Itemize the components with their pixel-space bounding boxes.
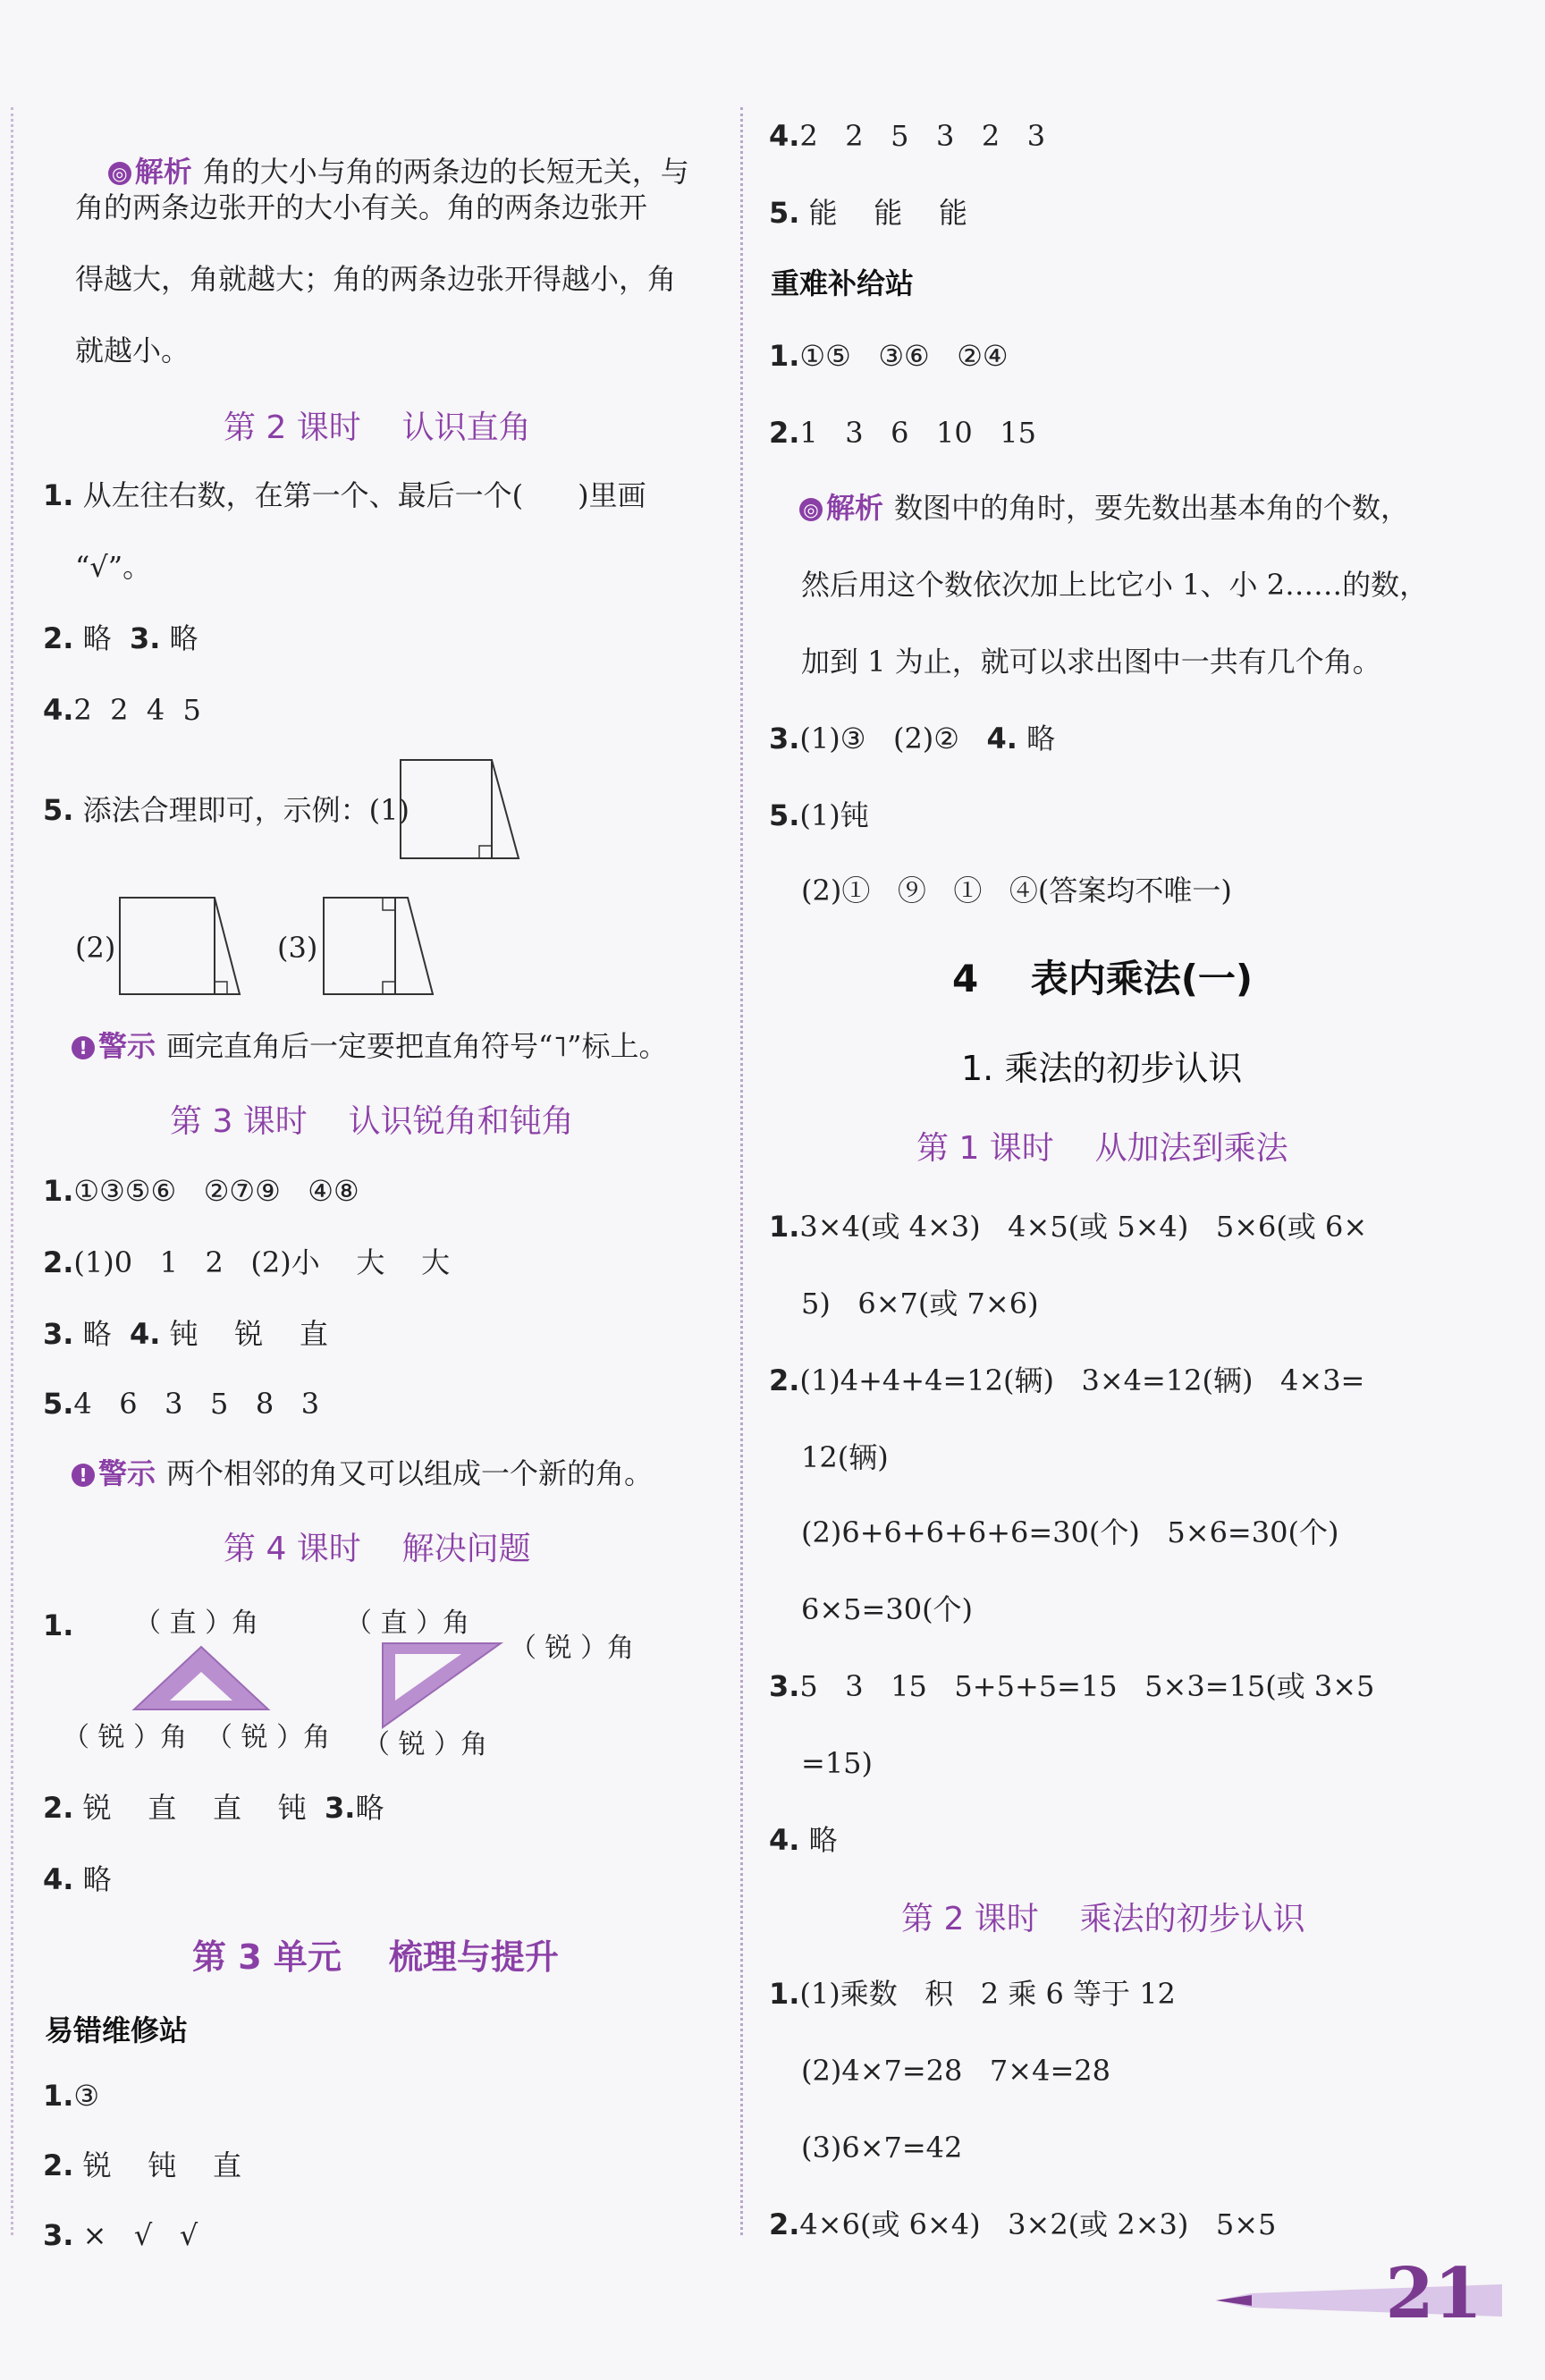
analysis-line-2: 角的两条边张开的大小有关。角的两条边张开 bbox=[75, 190, 648, 224]
s-analysis-3: 加到 1 为止，就可以求出图中一共有几个角。 bbox=[801, 645, 1381, 679]
tri-b-right-label: （ 锐 ）角 bbox=[510, 1633, 635, 1664]
s-q2: 2.1 3 6 10 15 bbox=[769, 416, 1036, 450]
triangle-b bbox=[376, 1636, 510, 1734]
r2-q1-part2: (2)4×7=28 7×4=28 bbox=[801, 2054, 1110, 2088]
analysis-tag: ◎ 解析 bbox=[108, 154, 192, 190]
figure-2-label: (2) bbox=[75, 931, 116, 965]
tri-a-top-label: （ 直 ）角 bbox=[134, 1608, 259, 1639]
figure-3-trapezoid bbox=[318, 890, 461, 1003]
r2-q2: 2.4×6(或 6×4) 3×2(或 2×3) 5×5 bbox=[769, 2207, 1277, 2241]
l2-q4: 4.2 2 4 5 bbox=[43, 693, 201, 727]
l2-warning: ! 警示 画完直角后一定要把直角符号“˥”标上。 bbox=[72, 1028, 668, 1064]
s-q5: 5.(1)钝 bbox=[769, 798, 869, 832]
s-q1: 1.①⑤ ③⑥ ②④ bbox=[769, 339, 1009, 373]
l3-warning: ! 警示 两个相邻的角又可以组成一个新的角。 bbox=[72, 1456, 653, 1491]
lesson-4-title: 第 4 课时 解决问题 bbox=[224, 1531, 531, 1567]
s-q3-q4: 3.(1)③ (2)② 4. 略 bbox=[769, 722, 1056, 755]
r1-q2: 2.(1)4+4+4=12(辆) 3×4=12(辆) 4×3= bbox=[769, 1363, 1365, 1397]
u3-q1: 1.③ bbox=[43, 2079, 100, 2113]
r1-q3-cont: =15) bbox=[801, 1746, 874, 1780]
l3-q5: 5.4 6 3 5 8 3 bbox=[43, 1387, 320, 1421]
section-1-title: 1. 乘法的初步认识 bbox=[961, 1049, 1243, 1088]
analysis-icon: ◎ bbox=[799, 498, 823, 521]
l3-q1: 1.①③⑤⑥ ②⑦⑨ ④⑧ bbox=[43, 1174, 359, 1208]
s-analysis-2: 然后用这个数依次加上比它小 1、小 2……的数， bbox=[801, 568, 1429, 602]
column-divider bbox=[740, 107, 743, 2235]
error-station-label: 易错维修站 bbox=[45, 2013, 189, 2047]
r1-q2-cont: 12(辆) bbox=[801, 1440, 889, 1474]
l4-q4: 4. 略 bbox=[43, 1862, 112, 1896]
u3-q2: 2. 锐 钝 直 bbox=[43, 2148, 241, 2182]
analysis-icon: ◎ bbox=[108, 162, 131, 185]
r1-q2-part2: (2)6+6+6+6+6=30(个) 5×6=30(个) bbox=[801, 1515, 1339, 1549]
s-q5-cont: (2)① ⑨ ① ④(答案均不唯一) bbox=[801, 874, 1232, 907]
analysis-line-3: 得越大，角就越大；角的两条边张开得越小，角 bbox=[75, 262, 677, 296]
figure-1-trapezoid bbox=[393, 753, 545, 869]
warning-icon: ! bbox=[72, 1464, 95, 1487]
tri-a-left-label: （ 锐 ）角 bbox=[63, 1722, 188, 1753]
l4-q1: 1. bbox=[43, 1608, 74, 1642]
tri-b-bottom-label: （ 锐 ）角 bbox=[363, 1729, 488, 1760]
r1-q1-cont: 5) 6×7(或 7×6) bbox=[801, 1287, 1039, 1321]
chapter-4-title: 4 表内乘法(一) bbox=[952, 957, 1254, 1000]
lesson-2-title: 第 2 课时 认识直角 bbox=[224, 409, 531, 446]
r-lesson-1-title: 第 1 课时 从加法到乘法 bbox=[916, 1130, 1288, 1167]
analysis-line-1: ◎ 解析 角的大小与角的两条边的长短无关，与 bbox=[72, 118, 689, 225]
warning-icon: ! bbox=[72, 1036, 95, 1059]
analysis-line-4: 就越小。 bbox=[75, 333, 190, 367]
tri-b-top-label: （ 直 ）角 bbox=[345, 1608, 470, 1639]
l3-q2: 2.(1)0 1 2 (2)小 大 大 bbox=[43, 1245, 451, 1279]
r1-q4: 4. 略 bbox=[769, 1823, 838, 1857]
r-q5: 5. 能 能 能 bbox=[769, 196, 967, 230]
difficulty-supply-label: 重难补给站 bbox=[771, 266, 915, 300]
unit-3-title: 第 3 单元 梳理与提升 bbox=[192, 1937, 559, 1977]
l2-q1: 1. 从左往右数，在第一个、最后一个( )里画 bbox=[43, 478, 646, 512]
s-analysis-1: ◎ 解析 数图中的角时，要先数出基本角的个数， bbox=[799, 490, 1409, 526]
tri-a-right-label: （ 锐 ）角 bbox=[206, 1722, 331, 1753]
left-margin-line bbox=[11, 107, 13, 2235]
r-q4: 4.2 2 5 3 2 3 bbox=[769, 119, 1046, 153]
r1-q3: 3.5 3 15 5+5+5=15 5×3=15(或 3×5 bbox=[769, 1669, 1375, 1703]
l3-q3-q4: 3. 略 4. 钝 锐 直 bbox=[43, 1317, 328, 1351]
l2-q1-cont: “√”。 bbox=[75, 550, 152, 584]
r1-q2-part2-cont: 6×5=30(个) bbox=[801, 1592, 974, 1626]
r2-q1: 1.(1)乘数 积 2 乘 6 等于 12 bbox=[769, 1977, 1176, 2011]
r2-q1-part3: (3)6×7=42 bbox=[801, 2131, 963, 2165]
r1-q1: 1.3×4(或 4×3) 4×5(或 5×4) 5×6(或 6× bbox=[769, 1210, 1368, 1244]
figure-2-trapezoid bbox=[114, 890, 258, 1003]
r-lesson-2-title: 第 2 课时 乘法的初步认识 bbox=[901, 1901, 1305, 1937]
u3-q3: 3. × √ √ bbox=[43, 2218, 198, 2252]
l2-q5: 5. 添法合理即可，示例：(1) bbox=[43, 793, 409, 827]
l4-q2-q3: 2. 锐 直 直 钝 3.略 bbox=[43, 1791, 384, 1825]
l2-q2-q3: 2. 略 3. 略 bbox=[43, 621, 198, 655]
triangle-a bbox=[125, 1642, 277, 1713]
lesson-3-title: 第 3 课时 认识锐角和钝角 bbox=[170, 1103, 574, 1140]
page-number: 21 bbox=[1385, 2253, 1482, 2334]
figure-3-label: (3) bbox=[277, 931, 318, 965]
